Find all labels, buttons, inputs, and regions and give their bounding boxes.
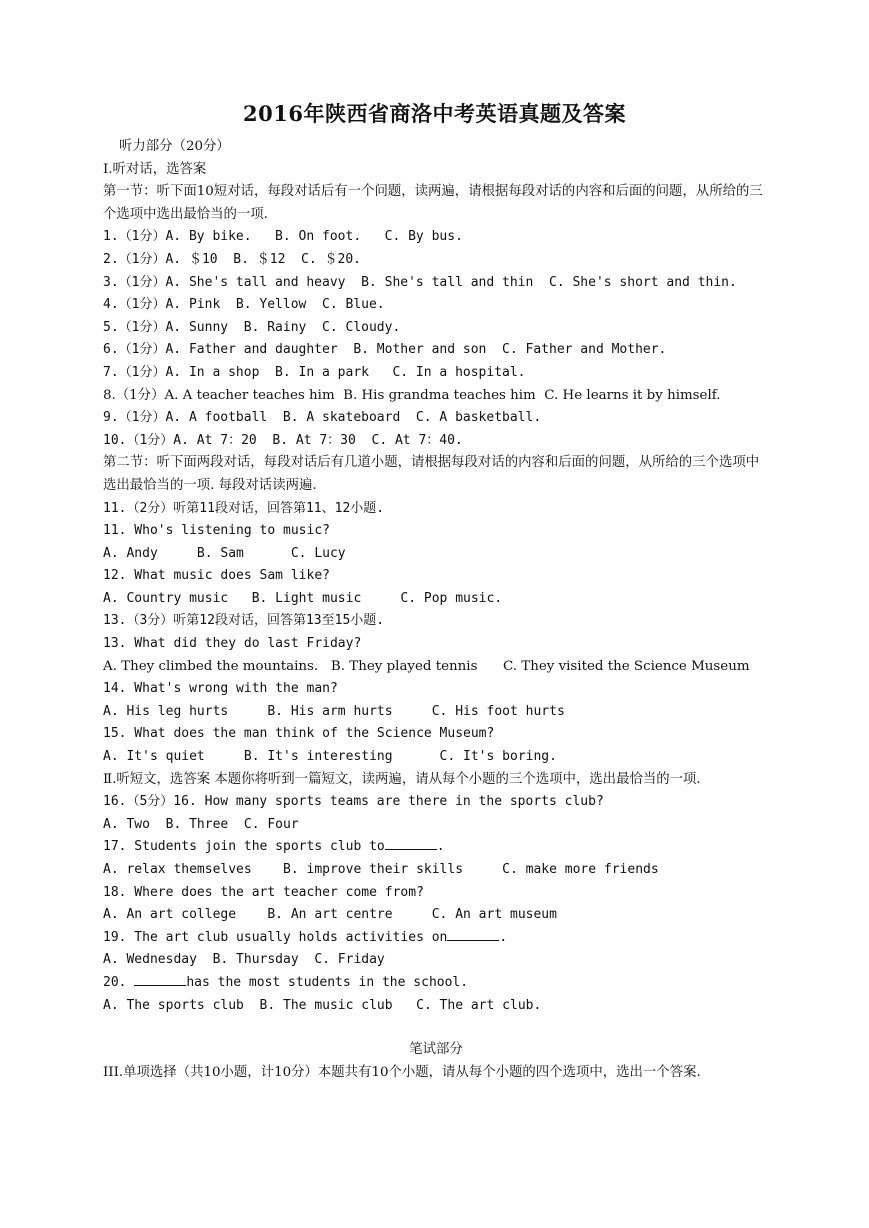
question-19 <box>103 927 769 950</box>
question-line: 6.（1分）A. Father and daughter B. Mother and son C. Father and Mother. <box>103 342 667 358</box>
question-line: 12. What music does Sam like? <box>103 568 330 584</box>
question-line: A. relax themselves B. improve their skills C. make more friends <box>103 862 659 877</box>
question-line: 3.（1分）A. She's tall and heavy B. She's tall and thin C. She's short and thin. <box>103 274 737 290</box>
question-line: 11. Who's listening to music? <box>103 523 330 539</box>
question-line: 14. What's wrong with the man? <box>103 681 338 697</box>
question-text: . <box>436 839 445 855</box>
answer-blank <box>447 927 499 941</box>
question-line: A. Country music B. Light music C. Pop music. <box>103 590 503 606</box>
question-line: A. His leg hurts B. His arm hurts C. His foot hurts <box>103 703 565 719</box>
written-header: 笔试部分 <box>409 1042 463 1058</box>
question-17 <box>103 836 769 859</box>
question-line: A. Andy B. Sam C. Lucy <box>103 545 346 561</box>
question-line: 15. What does the man think of the Science Museum? <box>103 726 495 742</box>
question-line: 13. What did they do last Friday? <box>103 636 362 652</box>
question-line: A. Wednesday B. Thursday C. Friday <box>103 952 385 968</box>
question-text: 19. The art club usually holds activities on <box>103 929 448 945</box>
question-line: A. An art college B. An art centre C. An art museum <box>103 907 557 923</box>
question-line: 7.（1分）A. In a shop B. In a park C. In a hospital. <box>103 364 526 380</box>
question-text: 20. <box>103 974 135 990</box>
section3-intro: III.单项选择（共10小题，计10分）本题共有10个小题，请从每个小题的四个选项中，选出一个答案. <box>103 1064 701 1080</box>
question-text: . <box>499 929 508 945</box>
question-text: has the most students in the school. <box>186 974 469 990</box>
section1-title: Ⅰ.听对话，选答案 <box>103 161 207 177</box>
question-line: A. The sports club B. The music club C. The art club. <box>103 997 542 1013</box>
question-20 <box>103 972 769 995</box>
question-line: A. Two B. Three C. Four <box>103 816 299 832</box>
question-line: 1.（1分）A. By bike. B. On foot. C. By bus. <box>103 229 463 245</box>
question-line: 5.（1分）A. Sunny B. Rainy C. Cloudy. <box>103 319 401 335</box>
section2-title-intro: Ⅱ.听短文，选答案 本题你将听到一篇短文，读两遍，请从每个小题的三个选项中，选出最恰当的一项. <box>103 771 701 787</box>
answer-blank <box>385 836 437 850</box>
question-text: 17. Students join the sports club to <box>103 839 385 855</box>
question-line: 16.（5分）16. How many sports teams are there in the sports club? <box>103 794 604 810</box>
section1-part2-intro: 第二节：听下面两段对话，每段对话后有几道小题，请根据每段对话的内容和后面的问题，从所给的三个选项中选出最恰当的一项. 每段对话读两遍. <box>103 455 760 493</box>
question-line: 10.（1分）A. At 7：20 B. At 7：30 C. At 7：40. <box>103 432 463 448</box>
question-line: 2.（1分）A. ＄10 B. ＄12 C. ＄20. <box>103 251 362 267</box>
section1-part1-intro: 第一节：听下面10短对话，每段对话后有一个问题，读两遍，请根据每段对话的内容和后面的问题，从所给的三个选项中选出最恰当的一项. <box>103 184 763 222</box>
question-line: 8.（1分）A. A teacher teaches him B. His grandma teaches him C. He learns it by himself. <box>103 387 721 403</box>
document-title: 2016年陕西省商洛中考英语真题及答案 <box>243 101 626 126</box>
question-line: 11.（2分）听第11段对话，回答第11、12小题. <box>103 500 385 516</box>
document-body <box>103 136 769 1084</box>
question-line: 13.（3分）听第12段对话，回答第13至15小题. <box>103 613 385 629</box>
question-line: 9.（1分）A. A football B. A skateboard C. A basketball. <box>103 410 542 426</box>
question-line: A. It's quiet B. It's interesting C. It's boring. <box>103 749 557 765</box>
question-line: A. They climbed the mountains. B. They played tennis C. They visited the Science Museum <box>103 658 750 674</box>
listening-header: 听力部分（20分） <box>119 139 230 154</box>
question-line: 4.（1分）A. Pink B. Yellow C. Blue. <box>103 297 385 313</box>
spacer <box>103 1017 769 1039</box>
answer-blank <box>134 972 186 986</box>
question-line: 18. Where does the art teacher come from? <box>103 884 424 900</box>
